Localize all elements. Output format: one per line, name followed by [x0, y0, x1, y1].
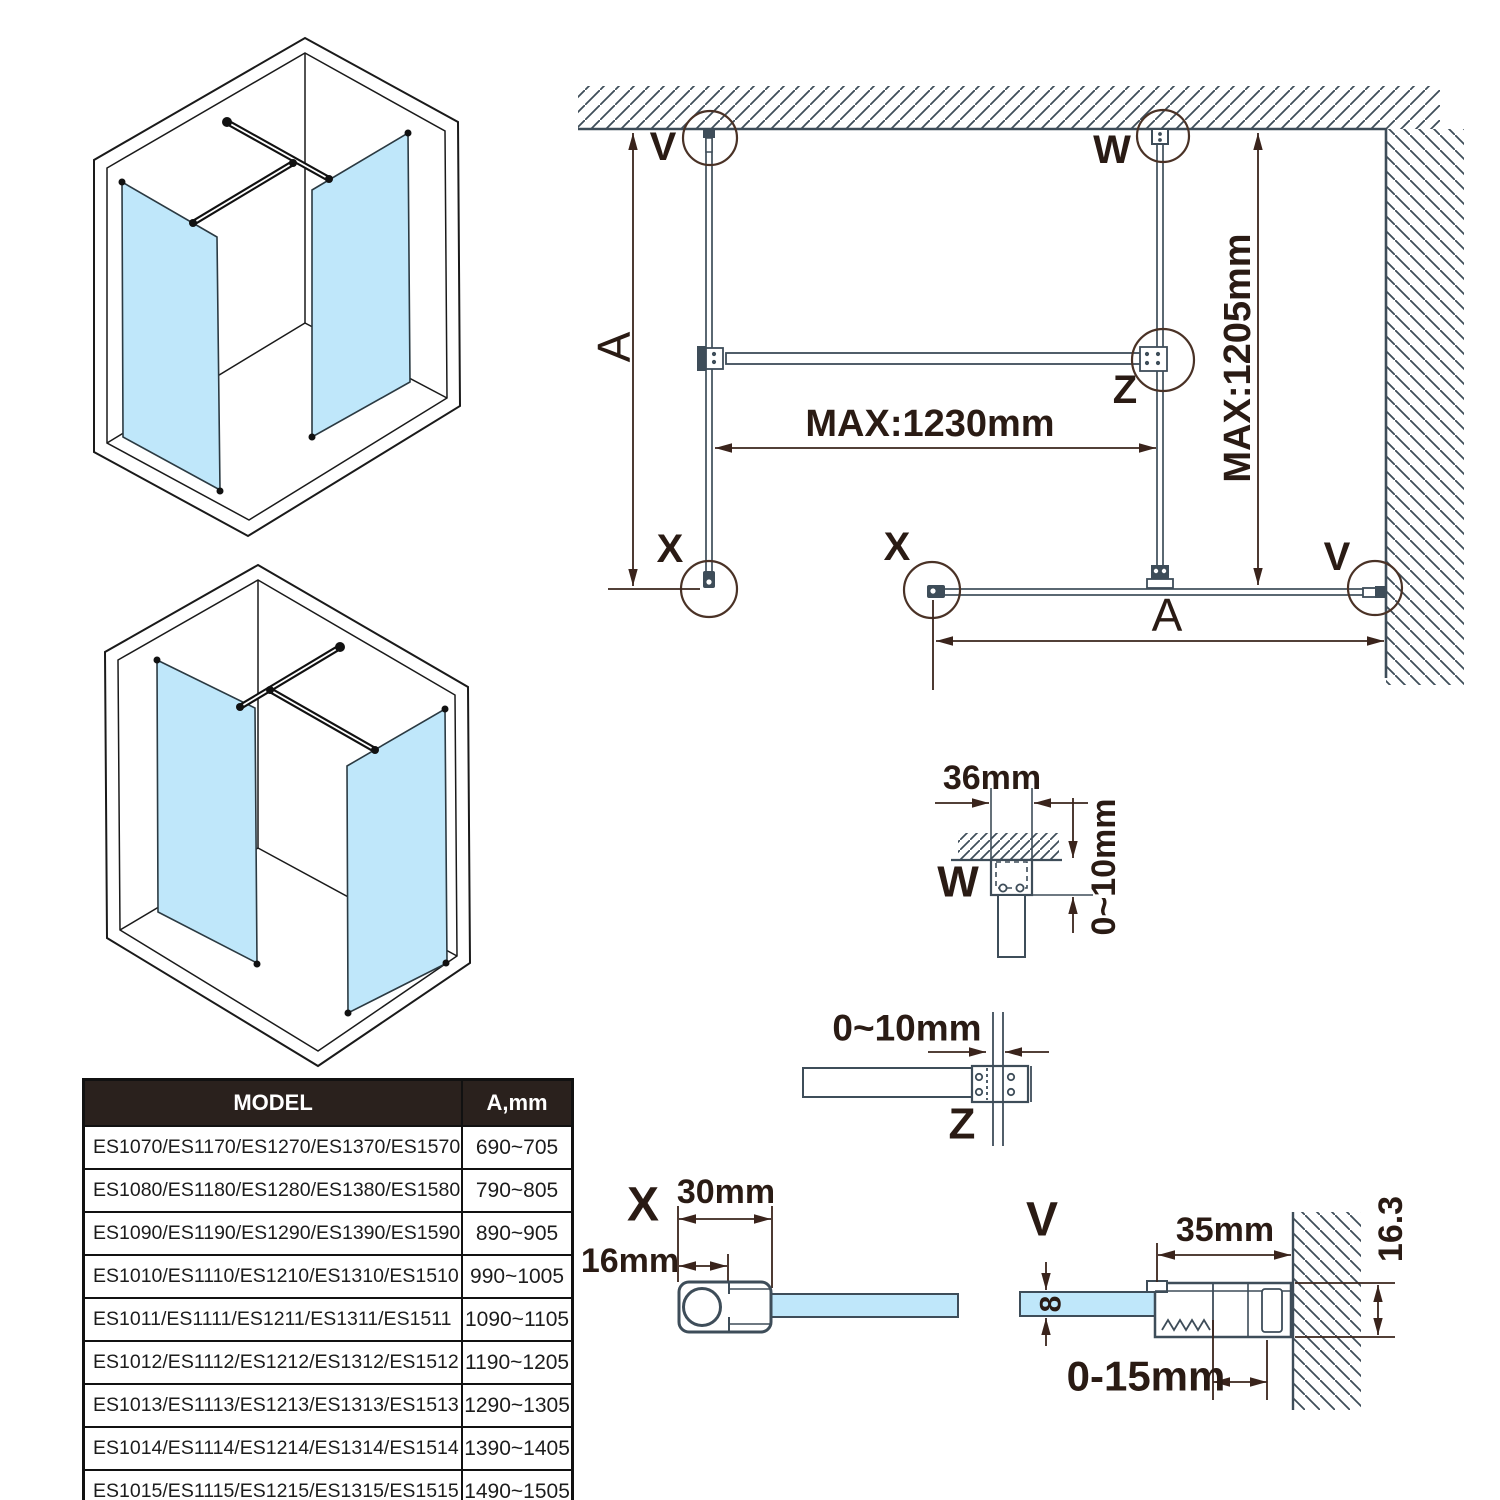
detail-x: [581, 1173, 958, 1332]
detail-v: [1020, 1194, 1410, 1411]
dim-36mm: 36mm: [942, 759, 1042, 797]
bar-bracket-right-z: [1140, 347, 1167, 371]
ceiling-bracket-v: [703, 129, 715, 152]
label-x-left: X: [656, 527, 684, 571]
table-row: [84, 1255, 573, 1298]
support-bars: [240, 647, 375, 750]
dim-16-3: 16.3: [1372, 1195, 1410, 1263]
detail-w-label: W: [937, 857, 979, 907]
table-row: [84, 1169, 573, 1212]
a-mm-cell: 1490~1505: [462, 1470, 572, 1500]
profile-tube: [684, 1289, 721, 1326]
table-row: [84, 1298, 573, 1341]
support-bar: [726, 353, 1144, 364]
model-cell: ES1014/ES1114/ES1214/ES1314/ES1514: [84, 1427, 463, 1470]
ceiling-wall-hatch: [578, 86, 1440, 129]
detail-x-label: X: [626, 1178, 660, 1232]
detail-z-label: Z: [948, 1099, 976, 1149]
end-cap-panel3: [927, 585, 945, 598]
dim-a-left-text: A: [588, 331, 640, 363]
dim-max-width-text: MAX:1230mm: [805, 403, 1055, 445]
table-row: [84, 1427, 573, 1470]
bar-bracket-left: [697, 346, 723, 371]
a-mm-cell: 990~1005: [462, 1255, 572, 1298]
label-z: Z: [1112, 368, 1138, 412]
panel2-foot-bracket: [1147, 565, 1173, 588]
glass-panel-left: [122, 182, 220, 490]
header-model: MODEL: [84, 1080, 463, 1127]
model-cell: ES1011/ES1111/ES1211/ES1311/ES1511: [84, 1298, 463, 1341]
model-cell: ES1090/ES1190/ES1290/ES1390/ES1590: [84, 1212, 463, 1255]
plan-view: [578, 86, 1464, 690]
glass-edge: [998, 895, 1025, 957]
dim-a-bottom-text: A: [1151, 589, 1183, 641]
a-mm-cell: 1090~1105: [462, 1298, 572, 1341]
table-row: [84, 1384, 573, 1427]
dims: [678, 1206, 772, 1292]
dim-glass-8: 8: [1034, 1295, 1068, 1313]
ceiling-hatch: [958, 833, 1059, 860]
model-cell: ES1070/ES1170/ES1270/ES1370/ES1570: [84, 1126, 463, 1169]
label-v-right: V: [1323, 535, 1351, 579]
ceiling-bracket-w: [1152, 129, 1168, 144]
model-cell: ES1010/ES1110/ES1210/ES1310/ES1510: [84, 1255, 463, 1298]
screw: [1016, 884, 1023, 891]
wall-profile-v-right: [1363, 586, 1386, 598]
dim-35mm: 35mm: [1175, 1211, 1275, 1249]
label-w: W: [1093, 128, 1131, 172]
wall-hatch: [1293, 1212, 1361, 1410]
clamp-body: [972, 1066, 1028, 1102]
support-bar: [803, 1068, 972, 1097]
header-a-mm: A,mm: [462, 1080, 572, 1127]
model-cell: ES1015/ES1115/ES1215/ES1315/ES1515: [84, 1470, 463, 1500]
detail-z: [803, 1008, 1049, 1149]
dim-0-10mm: 0~10mm: [1085, 798, 1123, 936]
model-cell: ES1012/ES1112/ES1212/ES1312/ES1512: [84, 1341, 463, 1384]
table-row: [84, 1212, 573, 1255]
label-x-bottom: X: [883, 525, 911, 569]
a-mm-cell: 890~905: [462, 1212, 572, 1255]
dim-0-15mm: 0-15mm: [1066, 1352, 1226, 1400]
model-cell: ES1080/ES1180/ES1280/ES1380/ES1580: [84, 1169, 463, 1212]
a-mm-cell: 1190~1205: [462, 1341, 572, 1384]
table-row: [84, 1341, 573, 1384]
dim-max-height-text: MAX:1205mm: [1217, 233, 1259, 483]
glass-panel-right: [347, 709, 447, 1013]
end-cap-panel1: [703, 571, 715, 588]
detail-w: [935, 759, 1123, 957]
dim-30mm: 30mm: [676, 1173, 776, 1211]
screw: [999, 884, 1006, 891]
label-v-top: V: [649, 125, 677, 169]
table-header-row: [84, 1080, 573, 1127]
iso-view-bottom: [105, 565, 470, 1066]
model-cell: ES1013/ES1113/ES1213/ES1313/ES1513: [84, 1384, 463, 1427]
table-row: [84, 1470, 573, 1500]
model-spec-table: [82, 1078, 574, 1500]
a-mm-cell: 790~805: [462, 1169, 572, 1212]
bracket-body: [991, 860, 1032, 895]
table-row: [84, 1126, 573, 1169]
a-mm-cell: 1290~1305: [462, 1384, 572, 1427]
iso-view-top: [94, 38, 460, 536]
dim-16mm: 16mm: [580, 1242, 680, 1280]
wall-profile: [1147, 1281, 1291, 1337]
a-mm-cell: 1390~1405: [462, 1427, 572, 1470]
a-mm-cell: 690~705: [462, 1126, 572, 1169]
support-bars: [193, 122, 329, 223]
detail-v-label: V: [1025, 1193, 1059, 1247]
dim-0-10mm: 0~10mm: [832, 1007, 982, 1049]
